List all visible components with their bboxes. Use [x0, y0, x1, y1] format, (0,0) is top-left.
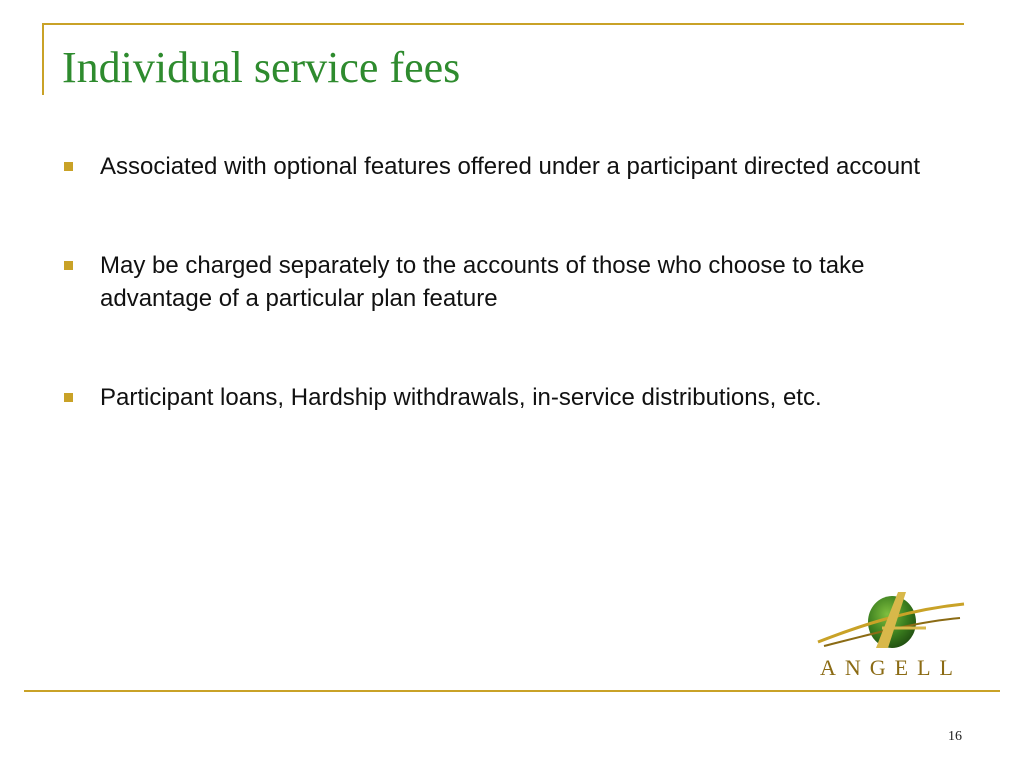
footer-rule [24, 690, 1000, 692]
slide-title: Individual service fees [62, 43, 461, 92]
logo-wordmark: ANGELL [820, 655, 962, 680]
company-logo [814, 584, 966, 684]
bullet-list [62, 150, 922, 480]
bullet-item [62, 249, 922, 315]
bullet-item [62, 381, 922, 414]
bullet-text: Participant loans, Hardship withdrawals, in-service distributions, etc. [100, 384, 822, 411]
bullet-text: Associated with optional features offered under a participant directed account [100, 153, 921, 180]
square-bullet-icon [64, 261, 73, 270]
square-bullet-icon [64, 162, 73, 171]
bullet-item [62, 150, 922, 183]
title-frame-left-rule [42, 23, 44, 95]
angell-logo-icon [814, 584, 966, 656]
title-frame-top-rule [42, 23, 964, 25]
bullet-text: May be charged separately to the accounts of those who choose to take advantage of a particular plan feature [100, 252, 865, 312]
page-number: 16 [948, 729, 962, 744]
square-bullet-icon [64, 393, 73, 402]
